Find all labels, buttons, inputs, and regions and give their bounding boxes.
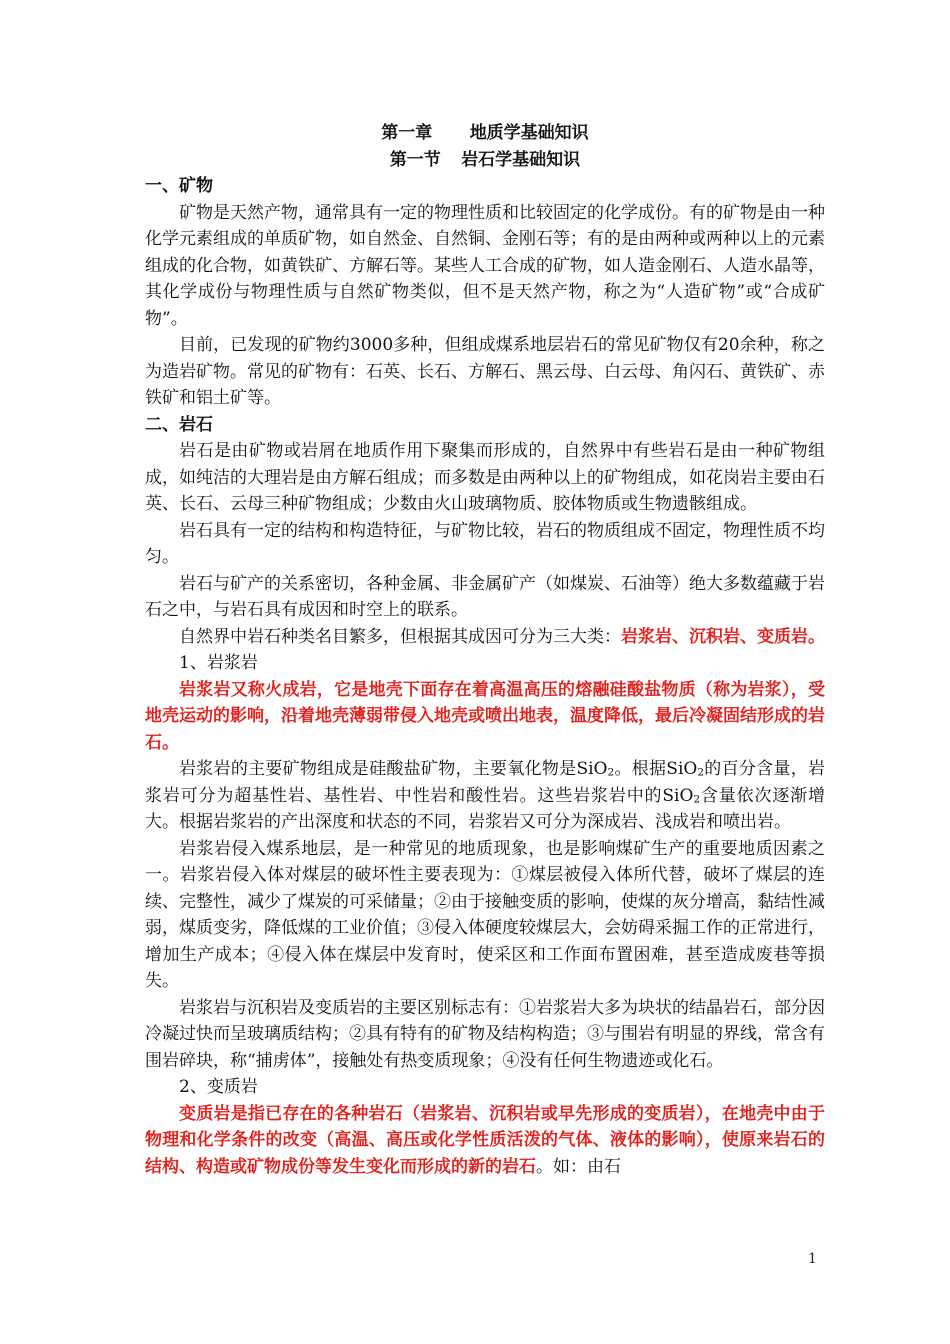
section-name: 岩石学基础知识 xyxy=(461,149,581,170)
section-number: 第一节 xyxy=(389,149,441,170)
subheading-metamorphic: 2、变质岩 xyxy=(179,1077,258,1097)
paragraph-igneous-distinguishing: 岩浆岩与沉积岩及变质岩的主要区别标志有：①岩浆岩大多为块状的结晶岩石，部分因冷凝过快而呈玻璃质结构；②具有特有的矿物及结构构造；③与围岩有明显的界线，常含有围岩碎块，称“捕虏体”，接触处有热变质现象；④没有任何生物遗迹或化石。 xyxy=(145,997,825,1071)
paragraph-igneous-intrusion: 岩浆岩侵入煤系地层，是一种常见的地质现象，也是影响煤矿生产的重要地质因素之一。岩浆岩侵入体对煤层的破坏性主要表现为：①煤层被侵入体所代替，破坏了煤层的连续、完整性，减少了煤炭的可采储量；②由于接触变质的影响，使煤的灰分增高，黏结性减弱，煤质变劣，降低煤的工业价值；③侵入体硬度较煤层大，会妨碍采掘工作的正常进行，增加生产成本；④侵入体在煤层中发育时，使采区和工作面布置困难，甚至造成废巷等损失。 xyxy=(145,838,825,991)
metamorphic-definition-tail: 。如：由石 xyxy=(536,1156,621,1177)
chapter-name: 地质学基础知识 xyxy=(469,123,589,143)
paragraph-rock-forming-minerals: 目前，已发现的矿物约3000多种，但组成煤系地层岩石的常见矿物仅有20余种，称之为造岩矿物。常见的矿物有：石英、长石、方解石、黑云母、白云母、角闪石、黄铁矿、赤铁矿和铝土矿等。 xyxy=(145,335,825,408)
paragraph-igneous-composition xyxy=(145,756,825,836)
metamorphic-definition-emphasis: 变质岩是指已存在的各种岩石（岩浆岩、沉积岩或早先形成的变质岩），在地壳中由于物理和化学条件的改变（高温、高压或化学性质活泼的气体、液体的影响），使原来岩石的结构、构造或矿物成份等发生变化而形成的新的岩石 xyxy=(145,1103,825,1177)
paragraph-rock-structure: 岩石具有一定的结构和构造特征，与矿物比较，岩石的物质组成不固定，物理性质不均匀。 xyxy=(145,520,825,567)
rock-classes-emphasis: 岩浆岩、沉积岩、变质岩。 xyxy=(621,626,825,647)
subscript-2: 2 xyxy=(693,793,701,806)
paragraph-mineral-definition: 矿物是天然产物，通常具有一定的物理性质和比较固定的化学成份。有的矿物是由一种化学元素组成的单质矿物，如自然金、自然铜、金刚石等；有的是由两种或两种以上的元素组成的化合物，如黄铁矿、方解石等。某些人工合成的矿物，如人造金刚石、人造水晶等，其化学成份与物理性质与自然矿物类似，但不是天然产物，称之为“人造矿物”或“合成矿物”。 xyxy=(145,202,825,329)
paragraph-metamorphic-definition xyxy=(145,1101,825,1181)
subheading-igneous: 1、岩浆岩 xyxy=(179,653,258,673)
subscript-2: 2 xyxy=(697,766,705,779)
heading-rocks: 二、岩石 xyxy=(145,414,213,435)
paragraph-rock-definition: 岩石是由矿物或岩屑在地质作用下聚集而形成的，自然界中有些岩石是由一种矿物组成，如纯洁的大理岩是由方解石组成；而多数是由两种以上的矿物组成，如花岗岩主要由石英、长石、云母三种矿物组成；少数由火山玻璃物质、胶体物质或生物遗骸组成。 xyxy=(145,441,825,514)
page-number: 1 xyxy=(808,1251,817,1267)
section-title xyxy=(145,147,825,174)
igneous-composition-text-2: 。根据SiO xyxy=(614,759,698,779)
igneous-composition-text-4: 含量依次逐渐增大。根据岩浆岩的产出深度和状态的不同，岩浆岩又可分为深成岩、浅成岩和喷出岩。 xyxy=(145,785,825,832)
paragraph-rock-and-minerals: 岩石与矿产的关系密切，各种金属、非金属矿产（如煤炭、石油等）绝大多数蕴藏于岩石之中，与岩石具有成因和时空上的联系。 xyxy=(145,573,825,620)
heading-minerals: 一、矿物 xyxy=(145,176,213,196)
paragraph-rock-classes xyxy=(145,624,825,651)
chapter-number: 第一章 xyxy=(381,123,433,143)
page-content xyxy=(145,120,825,1180)
rock-classes-intro: 自然界中岩石种类名目繁多，但根据其成因可分为三大类： xyxy=(179,626,621,647)
chapter-title xyxy=(145,120,825,147)
subscript-2: 2 xyxy=(607,766,615,779)
igneous-composition-text-3: 的百分含量，岩浆岩可分为超基性岩、基性岩、中性岩和酸性岩。这些岩浆岩中的SiO xyxy=(145,759,825,806)
paragraph-igneous-definition: 岩浆岩又称火成岩，它是地壳下面存在着高温高压的熔融硅酸盐物质（称为岩浆），受地壳运动的影响，沿着地壳薄弱带侵入地壳或喷出地表，温度降低，最后冷凝固结形成的岩石。 xyxy=(145,679,825,753)
igneous-composition-text-1: 岩浆岩的主要矿物组成是硅酸盐矿物，主要氧化物是SiO xyxy=(179,759,608,779)
